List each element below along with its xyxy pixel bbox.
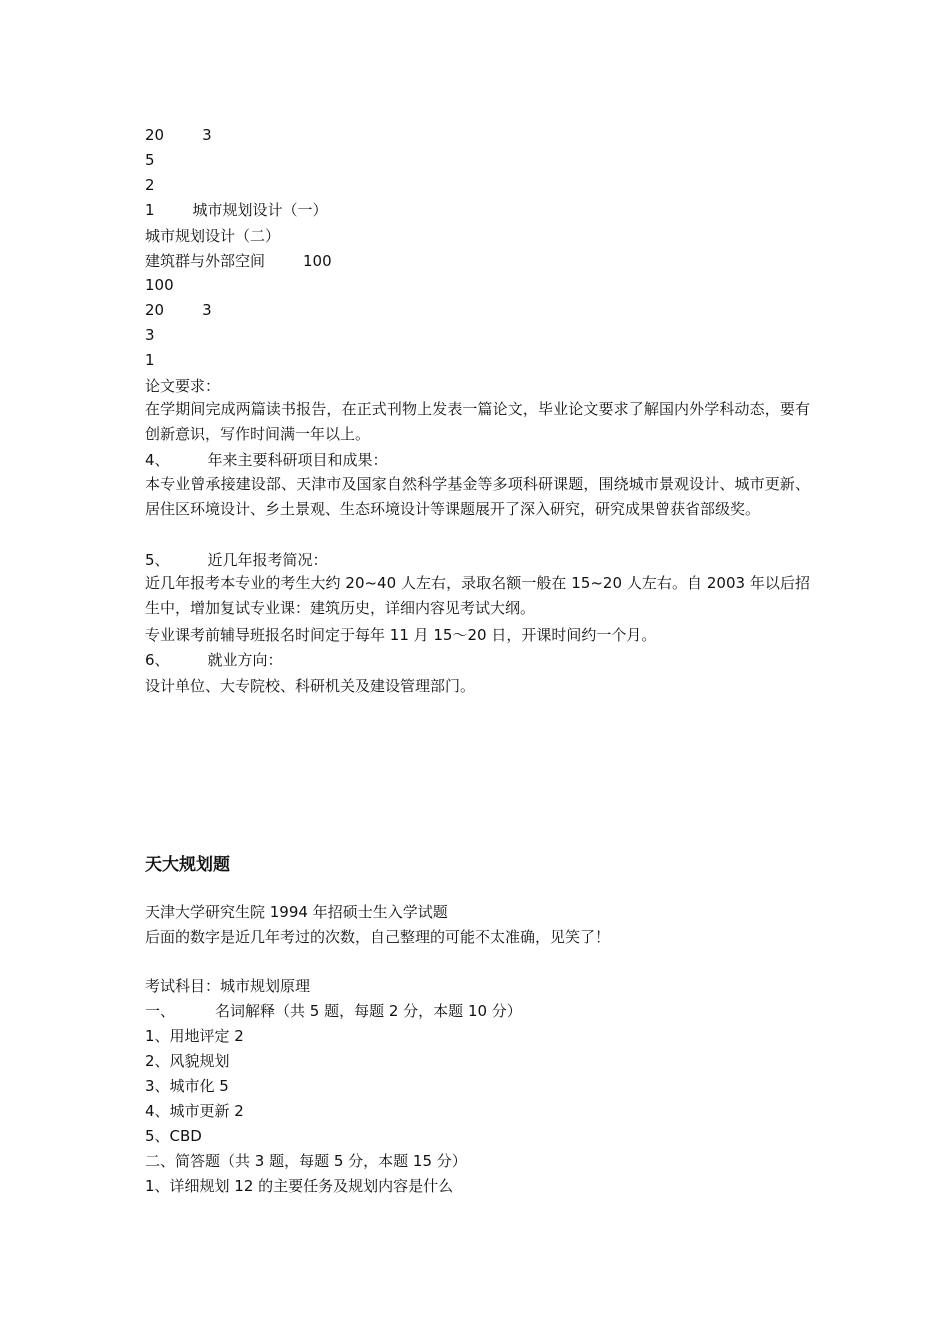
item-4-paragraph: 本专业曾承接建设部、天津市及国家自然科学基金等多项科研课题，围绕城市景观设计、城市更新、居住区环境设计、乡土景观、生态环境设计等课题展开了深入研究，研究成果曾获省部级奖。 [145,475,810,518]
item-5-paragraph-2: 专业课考前辅导班报名时间定于每年 11 月 15～20 日，开课时间约一个月。 [145,626,657,644]
thesis-title: 论文要求： [145,377,221,395]
course-name: 城市规划设计（一） [192,201,328,219]
part-1-title [145,1002,522,1020]
text-line [145,301,212,319]
number: 20 [145,301,165,319]
intro-line: 后面的数字是近几年考过的次数，自己整理的可能不太准确，见笑了！ [145,928,611,946]
text-line [145,252,332,270]
item-6-title [145,651,283,669]
item-number: 4、 [145,451,170,469]
number: 100 [303,252,332,270]
course-name: 建筑群与外部空间 [145,252,266,270]
item-4-title [145,451,388,469]
item-5-title [145,551,328,569]
item-title: 年来主要科研项目和成果： [207,451,388,469]
item-title: 就业方向： [207,651,283,669]
intro-line: 天津大学研究生院 1994 年招硕士生入学试题 [145,903,448,921]
text-line: 1 [145,351,155,369]
text-line: 3 [145,326,155,344]
part-2-title: 二、简答题（共 3 题，每题 5 分，本题 15 分） [145,1152,467,1170]
section-heading: 天大规划题 [145,855,230,875]
text-line: 5 [145,151,155,169]
part-number: 一、 [145,1002,176,1020]
text-line: 城市规划设计（二） [145,227,281,245]
item-6-paragraph: 设计单位、大专院校、科研机关及建设管理部门。 [145,677,476,695]
exam-subject: 考试科目：城市规划原理 [145,977,311,995]
item-5-paragraph: 近几年报考本专业的考生大约 20~40 人左右，录取名额一般在 15~20 人左右。自 2003 年以后招生中，增加复试专业课：建筑历史，详细内容见考试大纲。 [145,574,810,617]
number: 3 [202,301,212,319]
text-line [145,126,212,144]
number: 3 [202,126,212,144]
text-line: 2 [145,176,155,194]
question: 5、CBD [145,1127,202,1145]
question: 2、风貌规划 [145,1052,230,1070]
question: 4、城市更新 2 [145,1102,244,1120]
question: 1、用地评定 2 [145,1027,244,1045]
thesis-paragraph: 在学期间完成两篇读书报告，在正式刊物上发表一篇论文，毕业论文要求了解国内外学科动态，要有创新意识，写作时间满一年以上。 [145,400,810,443]
item-number: 6、 [145,651,170,669]
item-title: 近几年报考简况： [207,551,328,569]
number: 20 [145,126,165,144]
question: 3、城市化 5 [145,1077,229,1095]
item-number: 5、 [145,551,170,569]
question: 1、详细规划 12 的主要任务及规划内容是什么 [145,1177,454,1195]
text-line: 100 [145,276,174,294]
text-line [145,201,328,219]
number: 1 [145,201,155,219]
part-title: 名词解释（共 5 题，每题 2 分，本题 10 分） [215,1002,522,1020]
